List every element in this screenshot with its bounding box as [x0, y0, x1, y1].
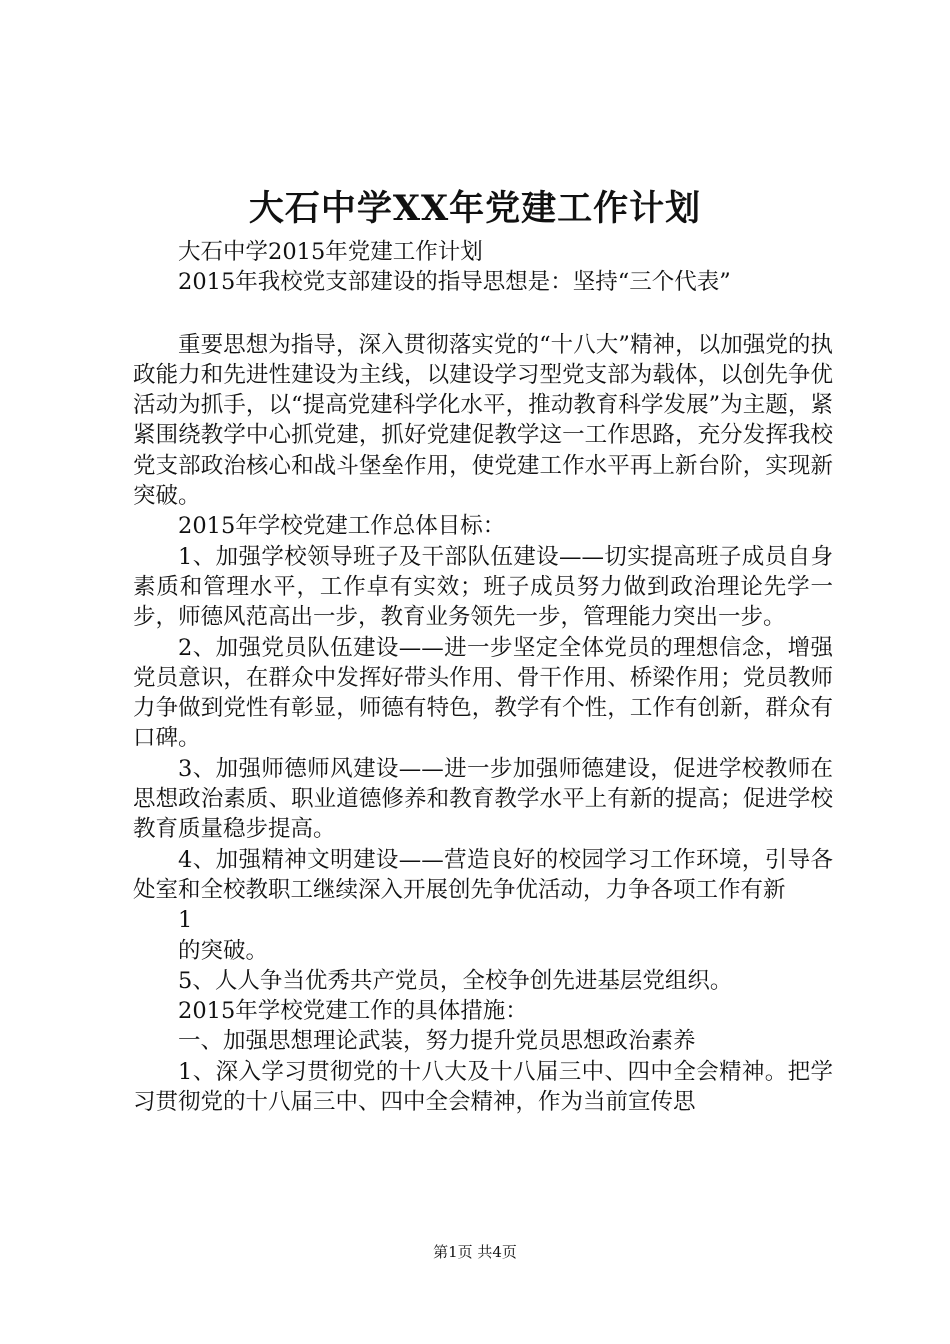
paragraph-guiding-intro: 2015年我校党支部建设的指导思想是：坚持“三个代表”: [178, 269, 731, 296]
paragraph-gap: [133, 298, 833, 330]
paragraph-goal-4-continued: 的突破。: [178, 937, 269, 964]
paragraph-goal-5: 5、人人争当优秀共产党员，全校争创先进基层党组织。: [178, 967, 733, 994]
document-body: [133, 237, 833, 1117]
paragraph-overall-goals-heading: 2015年学校党建工作总体目标：: [178, 513, 506, 540]
paragraph-goal-4: 4、加强精神文明建设——营造良好的校园学习工作环境，引导各处室和全校教职工继续深入开展创先争优活动，力争各项工作有新: [133, 846, 833, 903]
inline-page-number: 1: [178, 907, 193, 934]
paragraph-section-1-heading: 一、加强思想理论武装，努力提升党员思想政治素养: [178, 1028, 696, 1055]
paragraph-goal-1: 1、加强学校领导班子及干部队伍建设——切实提高班子成员自身素质和管理水平，工作卓有实效；班子成员努力做到政治理论先学一步，师德风范高出一步，教育业务领先一步，管理能力突出一步。: [133, 543, 833, 631]
paragraph-guiding-thought: 重要思想为指导，深入贯彻落实党的“十八大”精神，以加强党的执政能力和先进性建设为主线，以建设学习型党支部为载体，以创先争优活动为抓手，以“提高党建科学化水平，推动教育科学发展”为主题，紧紧围绕教学中心抓党建，抓好党建促教学这一工作思路，充分发挥我校党支部政治核心和战斗堡垒作用，使党建工作水平再上新台阶，实现新突破。: [133, 331, 833, 510]
paragraph-measure-1: 1、深入学习贯彻党的十八大及十八届三中、四中全会精神。把学习贯彻党的十八届三中、四中全会精神，作为当前宣传思: [133, 1058, 833, 1116]
paragraph-goal-3: 3、加强师德师风建设——进一步加强师德建设，促进学校教师在思想政治素质、职业道德修养和教育教学水平上有新的提高；促进学校教育质量稳步提高。: [133, 755, 833, 843]
document-title: 大石中学XX年党建工作计划: [248, 188, 702, 229]
paragraph-goal-2: 2、加强党员队伍建设——进一步坚定全体党员的理想信念，增强党员意识，在群众中发挥好带头作用、骨干作用、桥梁作用；党员教师力争做到党性有彰显，师德有特色，教学有个性，工作有创新，群众有口碑。: [133, 634, 833, 752]
paragraph-measures-heading: 2015年学校党建工作的具体措施：: [178, 998, 528, 1025]
paragraph-subtitle: 大石中学2015年党建工作计划: [178, 239, 483, 265]
page-footer: 第1页 共4页: [433, 1243, 517, 1261]
